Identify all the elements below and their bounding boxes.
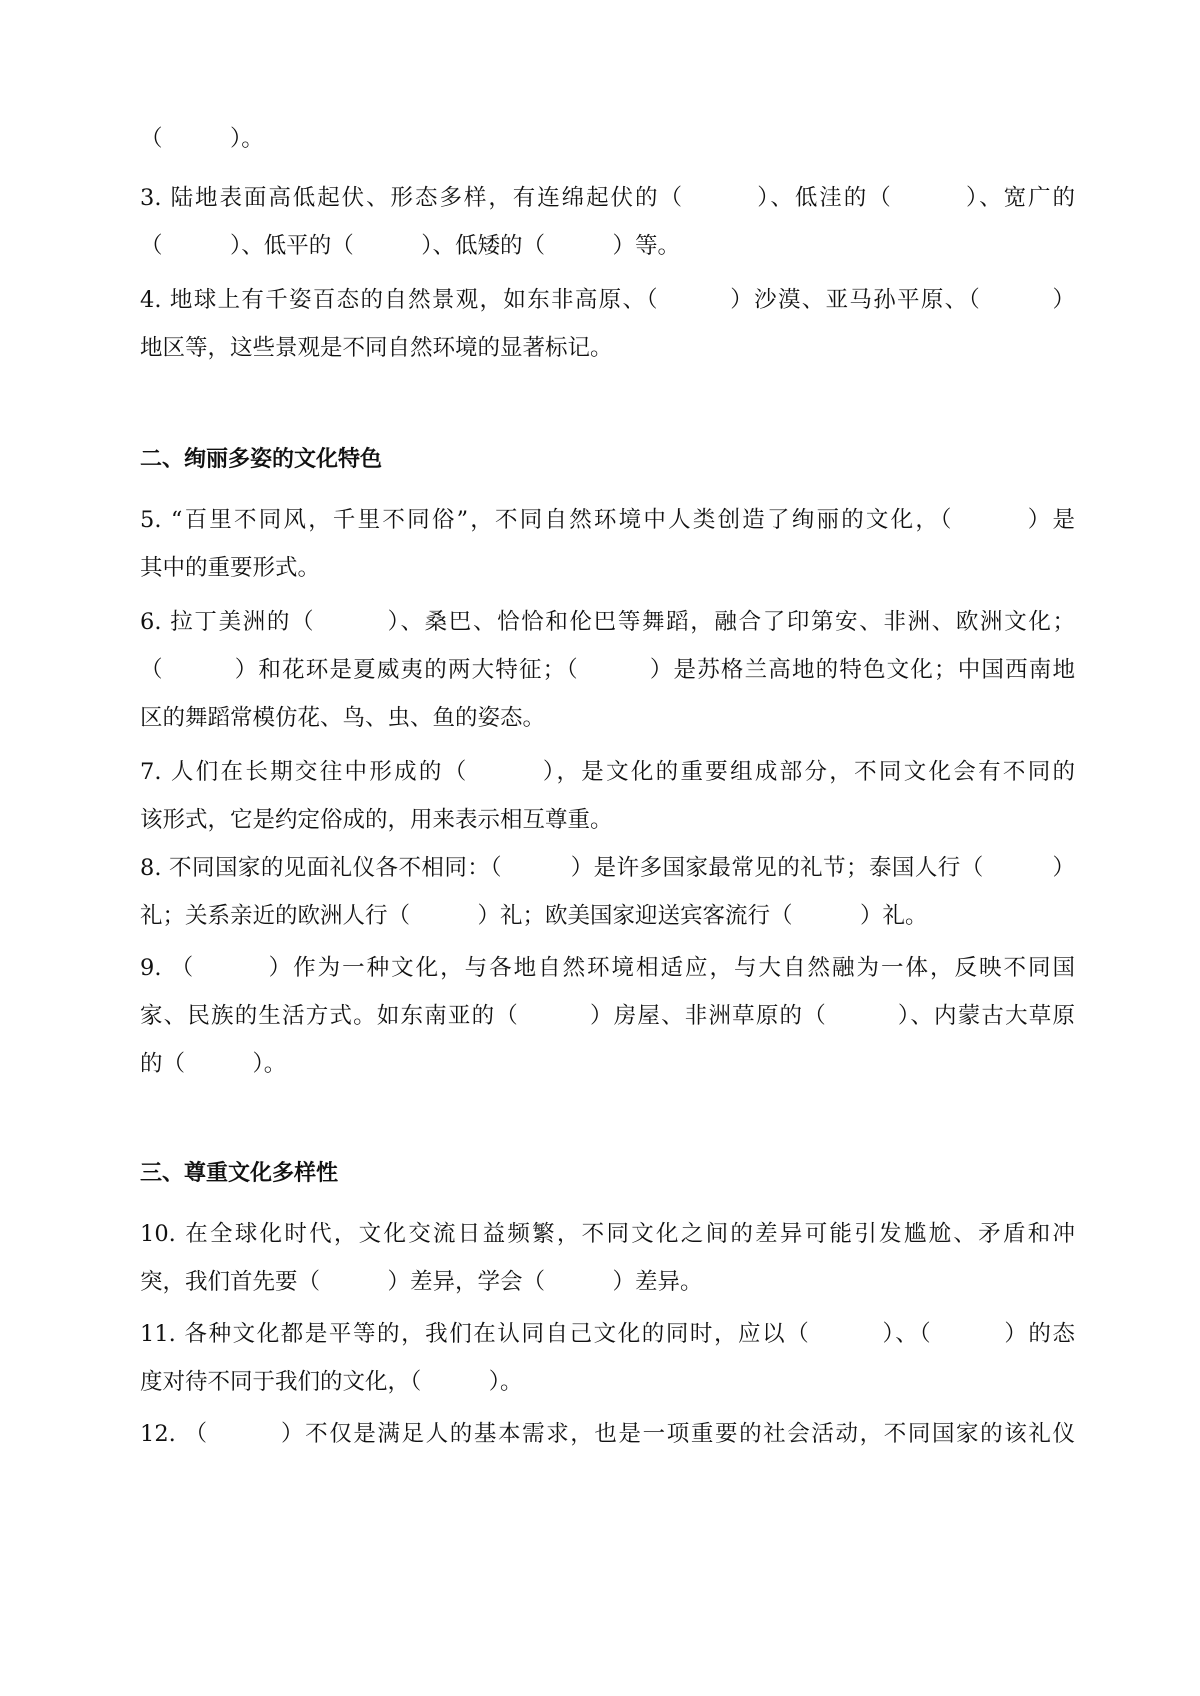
text-line: （ ）。 <box>140 126 264 152</box>
question-7 <box>140 748 1075 844</box>
question-9 <box>140 944 1075 1088</box>
text-line: 6. 拉丁美洲的（ ）、桑巴、恰恰和伦巴等舞蹈，融合了印第安、非洲、欧洲文化； <box>140 609 1075 635</box>
text-line: 4. 地球上有千姿百态的自然景观，如东非高原、（ ）沙漠、亚马孙平原、（ ） <box>140 287 1075 313</box>
text-line: 9. （ ）作为一种文化，与各地自然环境相适应，与大自然融为一体，反映不同国 <box>140 955 1075 981</box>
question-4 <box>140 276 1075 372</box>
text-line: 家、民族的生活方式。如东南亚的（ ）房屋、非洲草原的（ ）、内蒙古大草原 <box>140 1003 1075 1029</box>
question-6 <box>140 598 1075 742</box>
text-line: 度对待不同于我们的文化，（ ）。 <box>140 1369 523 1395</box>
question-10 <box>140 1210 1075 1306</box>
question-3 <box>140 174 1075 270</box>
text-line: 7. 人们在长期交往中形成的（ ），是文化的重要组成部分，不同文化会有不同的 <box>140 759 1075 785</box>
text-line: 12. （ ）不仅是满足人的基本需求，也是一项重要的社会活动，不同国家的该礼仪 <box>140 1421 1075 1447</box>
question-12 <box>140 1410 1075 1458</box>
section-heading-3: 三、尊重文化多样性 <box>140 1161 339 1186</box>
text-line: 其中的重要形式。 <box>140 555 321 581</box>
text-line: 11. 各种文化都是平等的，我们在认同自己文化的同时，应以（ ）、（ ）的态 <box>140 1321 1075 1347</box>
text-line: （ ）、低平的（ ）、低矮的（ ）等。 <box>140 233 681 259</box>
text-line: （ ）和花环是夏威夷的两大特征；（ ）是苏格兰高地的特色文化；中国西南地 <box>140 657 1075 683</box>
text-line: 的（ ）。 <box>140 1051 287 1077</box>
text-line: 区的舞蹈常模仿花、鸟、虫、鱼的姿态。 <box>140 705 546 731</box>
text-line: 地区等，这些景观是不同自然环境的显著标记。 <box>140 335 613 361</box>
question-5 <box>140 496 1075 592</box>
text-line: 10. 在全球化时代，文化交流日益频繁，不同文化之间的差异可能引发尴尬、矛盾和冲 <box>140 1221 1075 1247</box>
text-line: 突，我们首先要（ ）差异，学会（ ）差异。 <box>140 1269 703 1295</box>
text-line: 3. 陆地表面高低起伏、形态多样，有连绵起伏的（ ）、低洼的（ ）、宽广的 <box>140 185 1075 211</box>
carryover-line <box>140 115 1075 163</box>
text-line: 8. 不同国家的见面礼仪各不相同：（ ）是许多国家最常见的礼节；泰国人行（ ） <box>140 855 1075 881</box>
text-line: 5. “百里不同风，千里不同俗”，不同自然环境中人类创造了绚丽的文化，（ ）是 <box>140 507 1075 533</box>
question-11 <box>140 1310 1075 1406</box>
section-heading-2: 二、绚丽多姿的文化特色 <box>140 447 383 472</box>
question-8 <box>140 844 1075 940</box>
text-line: 礼；关系亲近的欧洲人行（ ）礼；欧美国家迎送宾客流行（ ）礼。 <box>140 903 928 929</box>
text-line: 该形式，它是约定俗成的，用来表示相互尊重。 <box>140 807 613 833</box>
